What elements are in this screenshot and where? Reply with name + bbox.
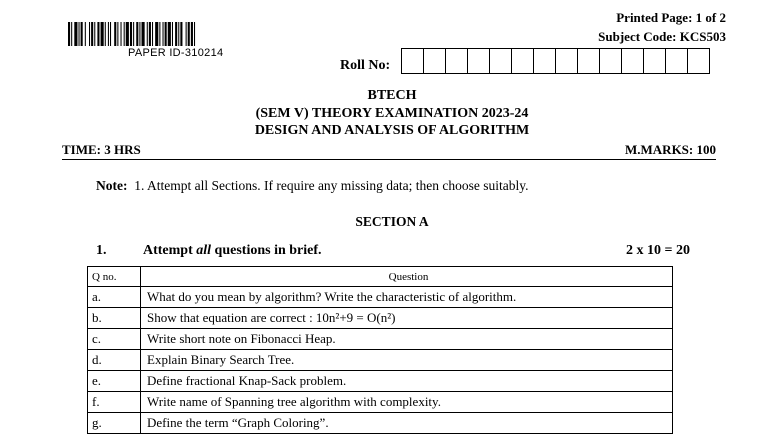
time-allowed: TIME: 3 HRS — [62, 142, 141, 157]
header-qno: Q no. — [88, 267, 141, 287]
roll-no-box[interactable] — [621, 48, 644, 74]
exam-title: (SEM V) THEORY EXAMINATION 2023-24 — [255, 106, 529, 121]
question-instruction — [143, 243, 322, 259]
section-title: SECTION A — [355, 214, 429, 229]
table-row — [88, 329, 673, 350]
instruction-pre: Attempt — [143, 243, 193, 258]
question-text: What do you mean by algorithm? Write the characteristic of algorithm. — [141, 287, 673, 308]
roll-no-box[interactable] — [401, 48, 424, 74]
roll-no-box[interactable] — [467, 48, 490, 74]
questions-table — [87, 266, 673, 434]
question-id: c. — [88, 329, 141, 350]
roll-no-boxes — [402, 48, 710, 74]
roll-no-box[interactable] — [423, 48, 446, 74]
question-text: Explain Binary Search Tree. — [141, 350, 673, 371]
question-id: b. — [88, 308, 141, 329]
table-row — [88, 371, 673, 392]
table-row — [88, 287, 673, 308]
question-text: Define the term “Graph Coloring”. — [141, 413, 673, 434]
question-id: e. — [88, 371, 141, 392]
barcode — [68, 22, 300, 46]
roll-no-box[interactable] — [511, 48, 534, 74]
roll-no-box[interactable] — [577, 48, 600, 74]
roll-no-box[interactable] — [599, 48, 622, 74]
roll-no-label: Roll No: — [340, 58, 391, 73]
table-row — [88, 308, 673, 329]
subject-code: Subject Code: KCS503 — [598, 29, 726, 44]
degree-title: BTECH — [367, 88, 417, 103]
question-text: Define fractional Knap-Sack problem. — [141, 371, 673, 392]
question-number: 1. — [96, 243, 107, 258]
question-id: d. — [88, 350, 141, 371]
roll-no-box[interactable] — [489, 48, 512, 74]
instruction-emphasis: all — [196, 243, 212, 258]
roll-no-box[interactable] — [555, 48, 578, 74]
table-row — [88, 350, 673, 371]
header-rule — [62, 145, 716, 160]
printed-page: Printed Page: 1 of 2 — [616, 10, 726, 25]
paper-id: PAPER ID-310214 — [128, 47, 224, 59]
question-text: Show that equation are correct : 10n²+9 = O(n²) — [141, 308, 673, 329]
roll-no-box[interactable] — [533, 48, 556, 74]
roll-no-box[interactable] — [665, 48, 688, 74]
roll-no-box[interactable] — [687, 48, 710, 74]
table-row — [88, 392, 673, 413]
question-text: Write short note on Fibonacci Heap. — [141, 329, 673, 350]
table-row — [88, 413, 673, 434]
instruction-post: questions in brief. — [214, 243, 322, 258]
question-marks: 2 x 10 = 20 — [626, 243, 690, 258]
note — [96, 178, 529, 194]
note-text: 1. Attempt all Sections. If require any missing data; then choose suitably. — [134, 178, 529, 193]
header-question: Question — [141, 267, 673, 287]
question-id: g. — [88, 413, 141, 434]
question-text: Write name of Spanning tree algorithm with complexity. — [141, 392, 673, 413]
roll-no-box[interactable] — [445, 48, 468, 74]
question-id: f. — [88, 392, 141, 413]
roll-no-box[interactable] — [643, 48, 666, 74]
note-label: Note: — [96, 178, 128, 193]
question-id: a. — [88, 287, 141, 308]
subject-title: DESIGN AND ANALYSIS OF ALGORITHM — [254, 123, 530, 138]
max-marks: M.MARKS: 100 — [625, 142, 716, 157]
